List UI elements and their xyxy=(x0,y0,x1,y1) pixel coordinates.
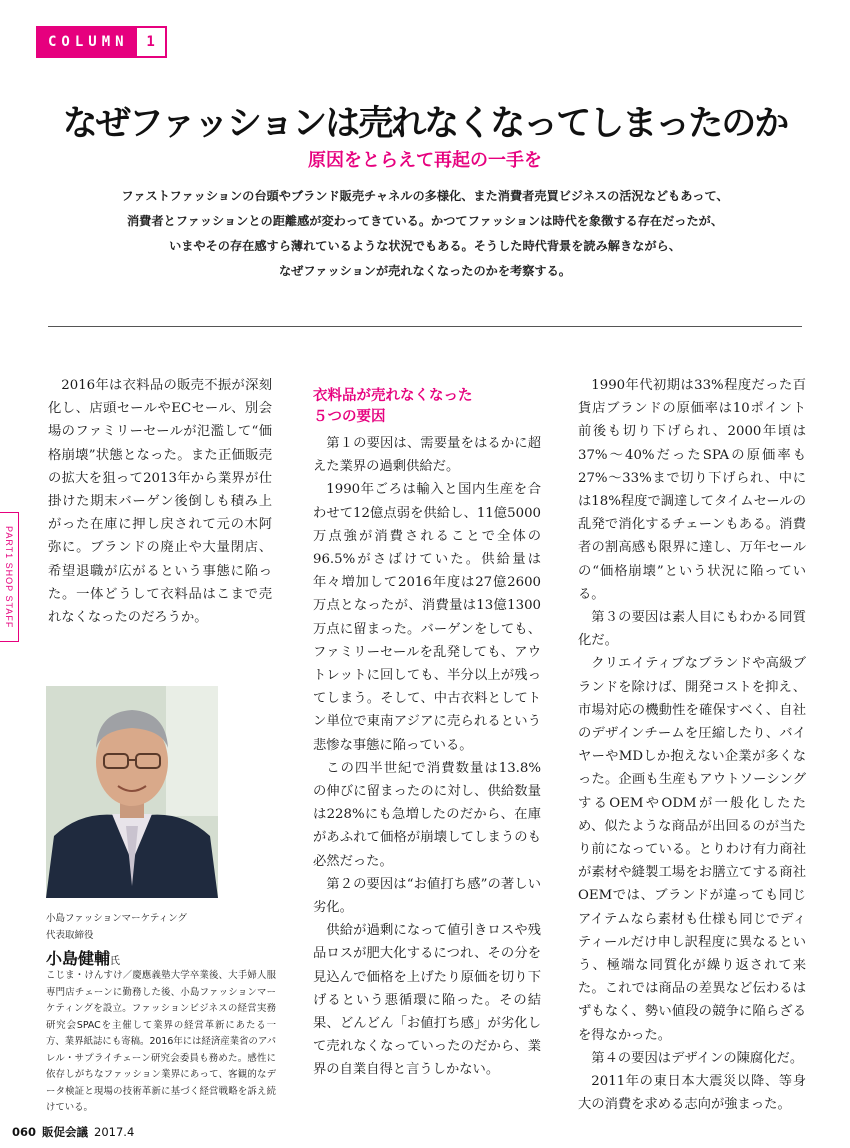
section-heading-line: ５つの要因 xyxy=(313,409,386,425)
author-name: 小島健輔 xyxy=(46,949,111,968)
section-heading xyxy=(313,386,541,428)
lead-line: いまやその存在感すら薄れているような状況でもある。そうした時代背景を読み解きながら、 xyxy=(169,239,681,253)
divider-rule xyxy=(48,326,802,327)
author-photo xyxy=(46,686,218,898)
article-column-3 xyxy=(578,374,806,1117)
lead-line: 消費者とファッションとの距離感が変わってきている。かつてファッションは時代を象徴する存在だったが、 xyxy=(126,214,724,228)
author-position: 代表取締役 xyxy=(46,930,94,941)
body-paragraph: 1990年ごろは輸入と国内生産を合わせて12億点弱を供給し、11億5000万点強が消費されることで全体の96.5%がさばけていた。供給量は年々増加して2016年度は27億2600万点となったが、消費量は13億1300万点に留まった。バーゲンをしても、ファミリーセールを乱発しても、アウトレットに回しても、半分以上が残ってしまう。そして、中古衣料としてトン単位で東南アジアに売られるという悲惨な事態に陥っている。 xyxy=(313,482,541,753)
body-paragraph: 第４の要因はデザインの陳腐化だ。 xyxy=(591,1050,804,1066)
issue-date: 2017.4 xyxy=(94,1125,135,1139)
body-paragraph: 第３の要因は素人目にもわかる同質化だ。 xyxy=(578,610,806,649)
section-side-label: PART1 SHOP STAFF xyxy=(4,525,14,629)
column-label: COLUMN xyxy=(48,34,129,50)
lead-line: ファストファッションの台頭やブランド販売チャネルの多様化、また消費者売買ビジネスの活況などもあって、 xyxy=(121,189,729,203)
body-paragraph: 第２の要因は“お値打ち感”の著しい劣化。 xyxy=(313,876,541,916)
article-column-1 xyxy=(48,374,272,629)
author-name-line xyxy=(46,946,120,969)
author-honorific: 氏 xyxy=(110,956,121,967)
lead-text xyxy=(90,184,760,284)
column-2-body xyxy=(313,432,541,1082)
page-title: なぜファッションは売れなくなってしまったのか xyxy=(62,104,788,144)
section-heading-line: 衣料品が売れなくなった xyxy=(313,388,473,404)
lead-line: なぜファッションが売れなくなったのかを考察する。 xyxy=(278,264,571,278)
page-subtitle: 原因をとらえて再起の一手を xyxy=(308,150,542,171)
body-paragraph: 1990年代初期は33%程度だった百貨店ブランドの原価率は10ポイント前後も切り下げられ、2000年頃は37%〜40%だったSPAの原価率も27%〜33%まで切り下げられ、中には18%程度で調達してタイムセールの乱発で消化するチェーンもある。消費者の割高感も限界に達し、万年セールの“価格崩壊”という状況に陥っている。 xyxy=(578,378,806,602)
section-side-tab xyxy=(0,512,19,642)
body-paragraph: 第１の要因は、需要量をはるかに超えた業界の過剰供給だ。 xyxy=(313,436,541,475)
column-number: 1 xyxy=(137,28,165,56)
body-paragraph: 供給が過剰になって値引きロスや残品ロスが肥大化するにつれ、その分を見込んで価格を上げたり原価を切り下げるという悪循環に陥った。その結果、どんどん「お値打ち感」が劣化して売れなくなっていったのだから、業界の自業自得と言うしかない。 xyxy=(313,923,541,1078)
author-portrait-illustration xyxy=(46,686,218,898)
body-paragraph: 2016年は衣料品の販売不振が深刻化し、店頭セールやECセール、別会場のファミリーセールが氾濫して“価格崩壊”状態となった。また正価販売の拡大を狙って2013年から業界が仕掛けた期末バーゲン後倒しも積み上がった在庫に押し戻されて元の木阿弥に。ブランドの廃止や大量閉店、希望退職が広がるという事態に陥った。一体どうして衣料品はこまで売れなくなったのだろうか。 xyxy=(48,378,272,626)
body-paragraph: この四半世紀で消費数量は13.8%の伸びに留まったのに対し、供給数量は228%にも急増したのだから、在庫があふれて価格が崩壊してしまうのも必然だった。 xyxy=(313,760,541,869)
body-paragraph: クリエイティブなブランドや高級ブランドを除けば、開発コストを抑え、市場対応の機動性を確保すべく、自社のデザインチームを圧縮したり、バイヤーやMDしか抱えない企業が多くなった。企画も生産もアウトソーシングするOEMやODMが一般化したため、似たような商品が出回るのが当たり前になっている。とりわけ有力商社が素材や縫製工場をお膳立てする商社OEMでは、ブランドが違っても同じアイテムなら素材も仕様も同じでディティールだけ申し訳程度に異なるという、極端な同質化が繰り返されて来た。これでは商品の差異など伝わるはずもなく、勢い値段の競争に陥らざるを得なかった。 xyxy=(578,656,806,1043)
magazine-name: 販促会議 xyxy=(42,1125,89,1139)
author-bio: こじま・けんすけ／慶應義塾大学卒業後、大手婦人服専門店チェーンに勤務した後、小島ファッションマーケティングを設立。ファッションビジネスの経営実務研究会SPACを主催して業界の経営革新にあたる一方、業界紙誌にも寄稿。2016年には経済産業省のアパレル・サプライチェーン研究会委員も務めた。感性に依存しがちなファッション業界にあって、客観的なデータ検証と現場の技術革新に基づく経営戦略を訴え続けている。 xyxy=(46,970,276,1113)
author-company: 小島ファッションマーケティング xyxy=(46,913,187,924)
page-footer xyxy=(12,1124,134,1140)
page-number: 060 xyxy=(12,1125,37,1139)
column-tab xyxy=(36,26,167,58)
author-title xyxy=(46,910,187,944)
body-paragraph: 2011年の東日本大震災以降、等身大の消費を求める志向が強まった。 xyxy=(578,1074,806,1113)
